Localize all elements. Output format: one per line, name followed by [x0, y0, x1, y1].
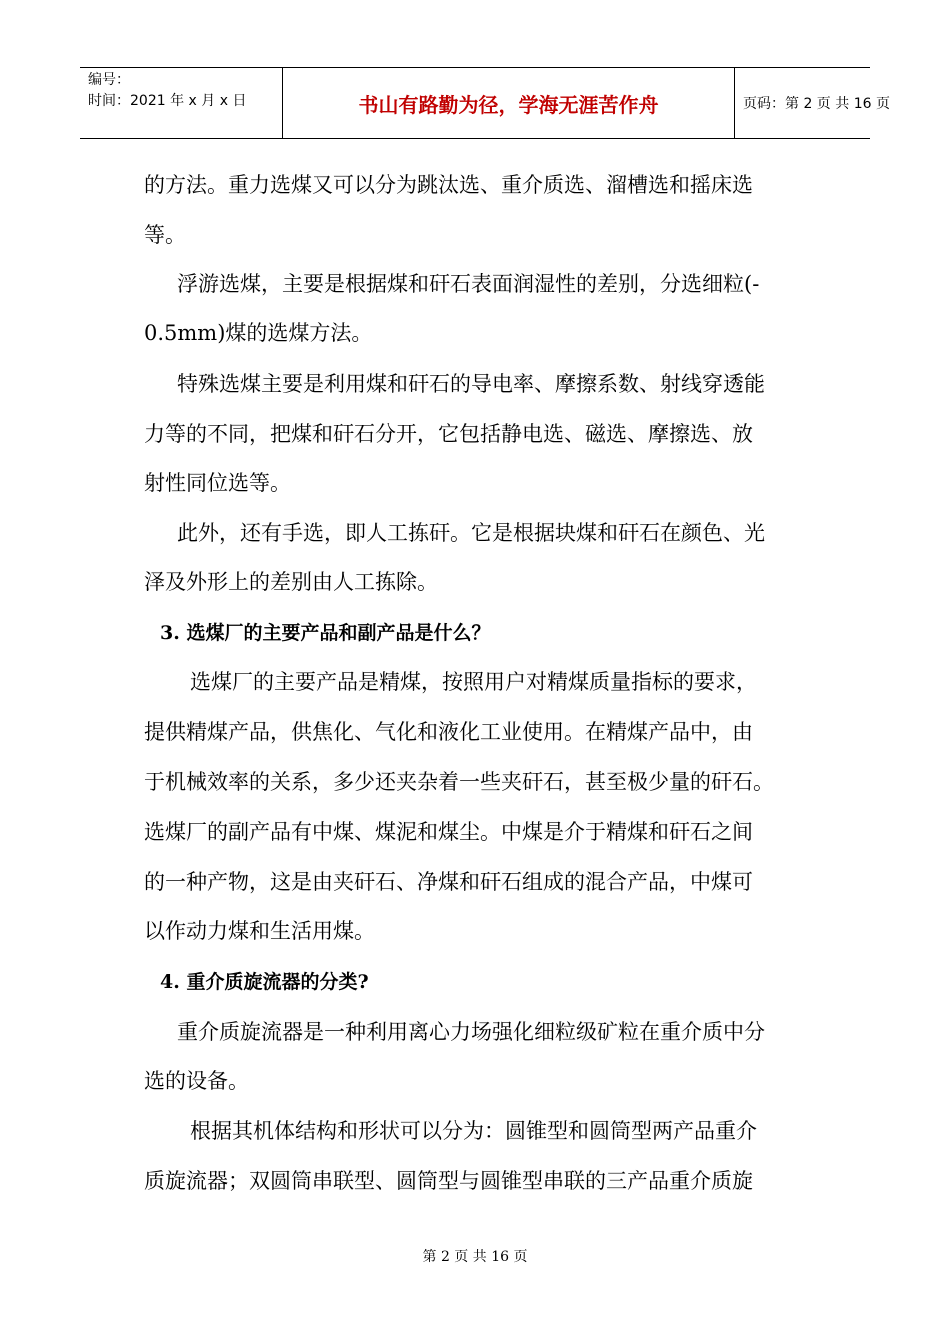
- document-number: 编号：: [88, 72, 130, 88]
- page-footer: 第 2 页 共 16 页: [422, 1249, 528, 1265]
- body-line: 0.5mm)煤的选煤方法。: [144, 321, 373, 345]
- body-line: 选的设备。: [144, 1069, 249, 1093]
- section-heading-3: 3. 选煤厂的主要产品和副产品是什么？: [160, 622, 491, 644]
- body-line: 的方法。重力选煤又可以分为跳汰选、重介质选、溜槽选和摇床选: [144, 173, 753, 197]
- paragraph-cyclone-types: 根据其机体结构和形状可以分为：圆锥型和圆筒型两产品重介: [190, 1119, 757, 1143]
- paragraph-special-separation: 特殊选煤主要是利用煤和矸石的导电率、摩擦系数、射线穿透能: [177, 372, 765, 396]
- body-line: 力等的不同，把煤和矸石分开，它包括静电选、磁选、摩擦选、放: [144, 422, 753, 446]
- body-line: 等。: [144, 223, 186, 247]
- header-page-code: 页码：第 2 页 共 16 页: [743, 96, 890, 112]
- paragraph-cyclone-definition: 重介质旋流器是一种利用离心力场强化细粒级矿粒在重介质中分: [177, 1020, 765, 1044]
- paragraph-main-products: 选煤厂的主要产品是精煤，按照用户对精煤质量指标的要求，: [190, 670, 757, 694]
- body-line: 选煤厂的副产品有中煤、煤泥和煤尘。中煤是介于精煤和矸石之间: [144, 820, 753, 844]
- body-line: 射性同位选等。: [144, 471, 291, 495]
- paragraph-flotation: 浮游选煤，主要是根据煤和矸石表面润湿性的差别，分选细粒(-: [177, 272, 760, 296]
- document-date: 时间：2021 年 x 月 x 日: [88, 93, 247, 109]
- page-header: [80, 67, 890, 139]
- header-motto: 书山有路勤为径，学海无涯苦作舟: [282, 68, 735, 138]
- paragraph-hand-picking: 此外，还有手选，即人工拣矸。它是根据块煤和矸石在颜色、光: [177, 521, 765, 545]
- section-heading-4: 4. 重介质旋流器的分类?: [160, 971, 369, 993]
- body-line: 的一种产物，这是由夹矸石、净煤和矸石组成的混合产品，中煤可: [144, 870, 753, 894]
- header-meta: [80, 68, 282, 138]
- body-line: 于机械效率的关系，多少还夹杂着一些夹矸石，甚至极少量的矸石。: [144, 770, 774, 794]
- body-line: 以作动力煤和生活用煤。: [144, 919, 375, 943]
- body-line: 提供精煤产品，供焦化、气化和液化工业使用。在精煤产品中，由: [144, 720, 753, 744]
- body-line: 泽及外形上的差别由人工拣除。: [144, 570, 438, 594]
- body-line: 质旋流器；双圆筒串联型、圆筒型与圆锥型串联的三产品重介质旋: [144, 1169, 753, 1193]
